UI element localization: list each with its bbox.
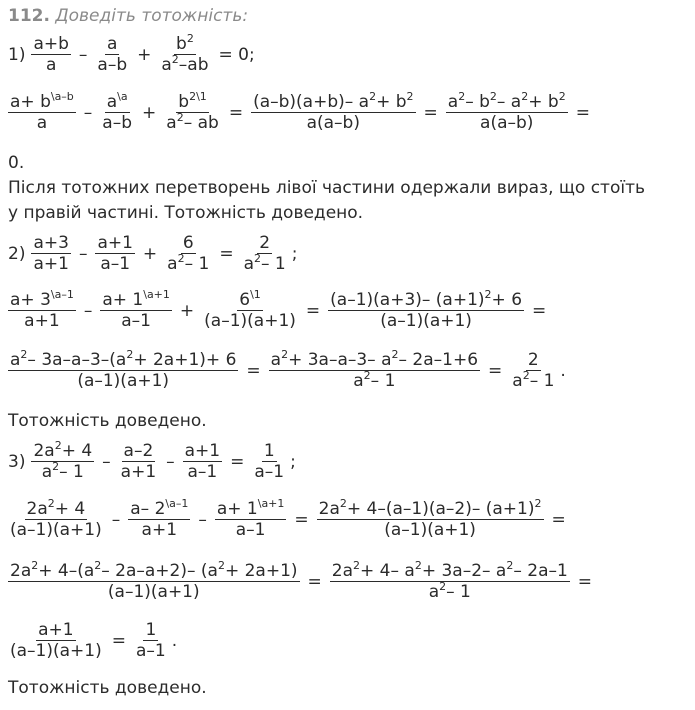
fraction: $\frac{a+1}{(a-1)(a+1)}$ xyxy=(10,620,102,661)
fraction: $\frac{1}{a-1}$ xyxy=(254,441,285,482)
part3-conclusion: Тотожність доведено. xyxy=(8,678,207,698)
fraction: $\frac{a+3}{a+1}$ xyxy=(33,233,69,274)
fraction: $\frac{1}{a-1}$ xyxy=(136,620,166,661)
part2-work-line2: $\frac{a^2- 3a-a-3-(a^2+ 2a+1)+ 6}{(a-1)(a+1)}$ = $\frac{a^2+ 3a-a-3- a^2- 2a-1+6}{a^2- 1}$ = $\frac{2}{a^2- 1}$ . xyxy=(10,348,566,391)
fraction: $\frac{a^{\backslash a}}{a-b}$ xyxy=(102,90,133,133)
fraction: $\frac{6^{\backslash 1}}{(a-1)(a+1)}$ xyxy=(204,288,296,331)
part1-label: 1) xyxy=(8,44,26,65)
fraction: $\frac{a^2- b^2- a^2+ b^2}{a(a-b)}$ xyxy=(447,90,566,133)
part1-work: $\frac{a+ b^{\backslash a-b}}{a}$ – $\frac{a^{\backslash a}}{a-b}$ + $\frac{b^{2\backslash 1}}{a^2- ab}$ = $\frac{(a-b)(a+b)- a^2+ b^2}{a(a-b)}$ = $\frac{a^2- b^2- a^2+ b^2}{a(a-b)}$ = xyxy=(10,90,590,133)
part1-conclusion-line2: у правій частині. Тотожність доведено. xyxy=(8,203,364,223)
exercise-number: 112. xyxy=(8,6,50,26)
fraction: $\frac{2a^2+ 4}{a^2- 1}$ xyxy=(33,439,93,482)
part2-conclusion: Тотожність доведено. xyxy=(8,411,207,431)
fraction: $\frac{2}{a^2- 1}$ xyxy=(512,350,555,391)
exercise-heading xyxy=(8,6,248,26)
part3-work-line2: $\frac{2a^2+ 4-(a^2- 2a-a+2)- (a^2+ 2a+1)}{(a-1)(a+1)}$ = $\frac{2a^2+ 4- a^2+ 3a-2- a^2- 2a-1}{a^2- 1}$ = xyxy=(10,559,593,602)
fraction: $\frac{2a^2+ 4-(a-1)(a-2)- (a+1)^2}{(a-1)(a+1)}$ xyxy=(318,497,542,540)
fraction: $\frac{a+1}{a-1}$ xyxy=(97,233,133,274)
fraction: $\frac{2a^2+ 4-(a^2- 2a-a+2)- (a^2+ 2a+1)}{(a-1)(a+1)}$ xyxy=(10,559,298,602)
fraction: $\frac{a+1}{a-1}$ xyxy=(184,441,221,482)
fraction: $\frac{2}{a^2- 1}$ xyxy=(243,233,286,274)
fraction: $\frac{(a-b)(a+b)- a^2+ b^2}{a(a-b)}$ xyxy=(253,90,414,133)
part1-statement: 1) $\frac{a+b}{a}$ – $\frac{a}{a-b}$ + $\frac{b^2}{a^2-ab}$ = 0; xyxy=(8,32,255,75)
fraction: $\frac{2a^2+ 4- a^2+ 3a-2- a^2- 2a-1}{a^2- 1}$ xyxy=(331,559,568,602)
fraction: $\frac{6}{a^2- 1}$ xyxy=(167,233,210,274)
part3-work-line1: $\frac{2a^2+ 4}{(a-1)(a+1)}$ – $\frac{a- 2^{\backslash a-1}}{a+1}$ – $\frac{a+ 1^{\backslash a+1}}{a-1}$ = $\frac{2a^2+ 4-(a-1)(a-2)- (a+1)^2}{(a-1)(a+1)}$ = xyxy=(10,497,566,540)
part1-result: 0. xyxy=(8,153,25,173)
fraction: $\frac{a^2- 3a-a-3-(a^2+ 2a+1)+ 6}{(a-1)(a+1)}$ xyxy=(10,348,237,391)
fraction: $\frac{a+ 1^{\backslash a+1}}{a-1}$ xyxy=(102,288,170,331)
fraction: $\frac{a+ 3^{\backslash a-1}}{a+1}$ xyxy=(10,288,74,331)
part3-statement: 3) $\frac{2a^2+ 4}{a^2- 1}$ – $\frac{a-2}{a+1}$ – $\frac{a+1}{a-1}$ = $\frac{1}{a-1}$ ; xyxy=(8,439,296,482)
fraction: $\frac{a+ 1^{\backslash a+1}}{a-1}$ xyxy=(216,497,285,540)
part3-work-line3: $\frac{a+1}{(a-1)(a+1)}$ = $\frac{1}{a-1}$ . xyxy=(10,620,178,661)
fraction: $\frac{a^2+ 3a-a-3- a^2- 2a-1+6}{a^2- 1}$ xyxy=(270,348,479,391)
fraction: $\frac{b^{2\backslash 1}}{a^2- ab}$ xyxy=(166,90,219,133)
part2-statement: 2) $\frac{a+3}{a+1}$ – $\frac{a+1}{a-1}$ + $\frac{6}{a^2- 1}$ = $\frac{2}{a^2- 1}$ ; xyxy=(8,233,298,274)
fraction: $\frac{a-2}{a+1}$ xyxy=(120,441,157,482)
fraction: $\frac{a+ b^{\backslash a-b}}{a}$ xyxy=(10,90,74,133)
fraction: $\frac{a- 2^{\backslash a-1}}{a+1}$ xyxy=(130,497,189,540)
part2-work-line1: $\frac{a+ 3^{\backslash a-1}}{a+1}$ – $\frac{a+ 1^{\backslash a+1}}{a-1}$ + $\frac{6^{\backslash 1}}{(a-1)(a+1)}$ = $\frac{(a-1)(a+3)- (a+1)^2+ 6}{(a-1)(a+1)}$ = xyxy=(10,288,547,331)
part2-label: 2) xyxy=(8,243,26,264)
fraction: $\frac{b^2}{a^2-ab}$ xyxy=(161,32,209,75)
fraction: $\frac{(a-1)(a+3)- (a+1)^2+ 6}{(a-1)(a+1)}$ xyxy=(330,288,523,331)
fraction: $\frac{2a^2+ 4}{(a-1)(a+1)}$ xyxy=(10,497,102,540)
part3-label: 3) xyxy=(8,451,26,472)
part1-conclusion-line1: Після тотожних перетворень лівої частини одержали вираз, що стоїть xyxy=(8,178,645,198)
exercise-task: Доведіть тотожність: xyxy=(55,6,249,26)
fraction: $\frac{a}{a-b}$ xyxy=(97,34,128,75)
fraction: $\frac{a+b}{a}$ xyxy=(33,34,69,75)
